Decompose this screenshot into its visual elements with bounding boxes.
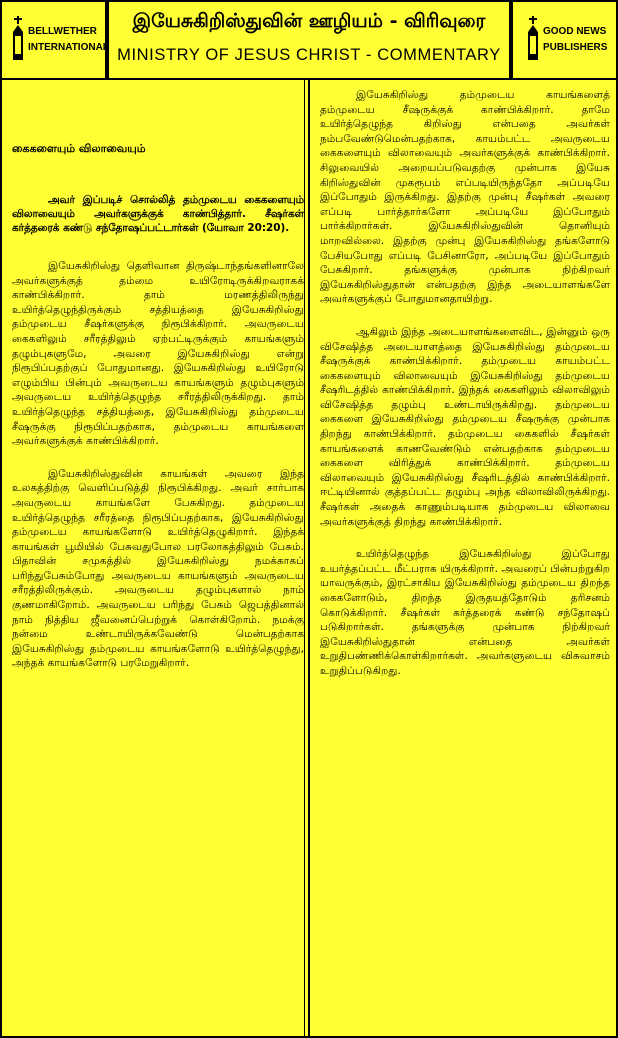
good-news-logo-line2: PUBLISHERS — [543, 42, 608, 53]
header-right-logo-box — [513, 2, 616, 78]
title-english: MINISTRY OF JESUS CHRIST - COMMENTARY — [117, 46, 501, 64]
paragraph: இயேசுகிறிஸ்து தெளிவான திருஷ்டாந்தங்களினாலே அவர்களுக்குத் தம்மை உயிரோடிருக்கிறவராகக் காண்பிக்கிறார். தாம் மரணத்திலிருந்து உயிர்த்தெழுந்திருக்கும் சத்தியத்தை இயேசுகிறிஸ்து தம்முடைய சீஷர்களுக்கு நிரூபிக்கிறார். அவருடைய கைகளிலும் சரீரத்திலும் ஏற்பட்டிருக்கும் காயங்களும் தழும்புகளுமே, அவரை இயேசுகிறிஸ்து என்று நிரூபிப்பதற்குப் போதுமானது. இயேசுகிறிஸ்து உயிரோடு எழும்பிய பின்பும் அவருடைய காயங்களும் தழும்புகளும் அவருடைய உயிர்த்தெழுந்த சரீரத்திலிருக்கிறது. தாம் உயிர்த்தெழுந்த சத்தியத்தை, இயேசுகிறிஸ்து தம்முடைய சீஷருக்கு நிரூபிப்பதற்காக, தம்முடைய காயங்களை அவர்களுக்குக் காண்பிக்கிறார். — [12, 260, 304, 448]
right-column — [310, 80, 616, 1036]
good-news-logo-line1: GOOD NEWS — [543, 26, 607, 37]
bellwether-logo-icon — [10, 16, 26, 62]
bellwether-logo-line2: INTERNATIONAL — [28, 42, 109, 53]
paragraph: இயேசுகிறிஸ்துவின் காயங்கள் அவரை இந்த உலகத்திற்கு வெளிப்படுத்தி நிரூபிக்கிறது. அவர் சார்பாக அவருடைய காயங்களே பேசுகிறது. தம்முடைய உயிர்த்தெழுந்த சரீரத்தை நிரூபிப்பதற்காக, இயேசுகிறிஸ்து தம்முடைய காயங்களோடு உயிர்த்தெழுகிறார். இந்தக் காயங்கள் பூமியில் பேசுவதுபோல பரலோகத்திலும் பேசும். பிதாவின் சமுகத்தில் இயேசுகிறிஸ்து நமக்காகப் பரிந்துபேசும்போது அவருடைய காயங்களும் அவருடைய சரீரத்திலிருக்கும். அவருடைய தழும்புகளால் நாம் குணமாகிறோம். அவருடைய பரிந்து பேசும் ஜெபத்தினால் நாம் நித்திய ஜீவனைப்பெற்றுக் கொள்கிறோம். நமக்கு நன்மை உண்டாயிருக்கவேண்டு மென்பதற்காக இயேசுகிறிஸ்து தம்முடைய காயங்களோடு உயிர்த்தெழுந்து, அந்தக் காயங்களோடு பரமேறுகிறார். — [12, 467, 304, 670]
left-column — [2, 80, 308, 1036]
good-news-logo-icon — [525, 16, 541, 62]
header-title-box — [109, 2, 511, 78]
article-heading: கைகளையும் விலாவையும் — [12, 142, 146, 155]
column-rule-left — [304, 80, 305, 1036]
paragraph: ஆகிலும் இந்த அடையாளங்களைவிட, இன்னும் ஒரு விசேஷித்த அடையாளத்தை இயேசுகிறிஸ்து தம்முடைய சீஷருக்குக் காண்பிக்கிறார். தம்முடைய காயம்பட்ட கைகளையும் விலாவையும் இயேசுகிறிஸ்து தம்முடைய சீஷரிடத்தில் காண்பிக்கிறார். இந்தக் கைகளிலும் விலாவிலும் விசேஷித்த தழும்பு உண்டாயிருக்கிறது. தம்முடைய கைகளை இயேசுகிறிஸ்து தம்முடைய சீஷருக்கு முன்பாக திறந்து காண்பிக்கிறார். தம்முடைய கைகளில் சீஷர்கள் காயங்களைக் காணவேண்டும் என்பதற்காக தம்முடைய கைகளை விரித்துக் காண்பிக்கிறார். தம்முடைய விலாவையும் இயேசுகிறிஸ்து சீஷரிடத்தில் காண்பிக்கிறார். ஈட்டியினால் குத்தப்பட்ட தழும்பு அந்த விலாவிலிருக்கிறது. சீஷர்கள் அதைக் காணும்படியாக தம்முடைய விலாவை அவர்களுக்குத் திறந்து காண்பிக்கிறார். — [320, 325, 610, 528]
scripture-verse: அவர் இப்படிச் சொல்லித் தம்முடைய கைகளையும் விலாவையும் அவர்களுக்குக் காண்பித்தார். சீஷர்கள் கர்த்தரைக் கண்டு சந்தோஷப்பட்டார்கள் (யோவா 20:20). — [12, 194, 304, 234]
bellwether-logo-line1: BELLWETHER — [28, 26, 97, 37]
title-tamil: இயேசுகிறிஸ்துவின் ஊழியம் - விரிவுரை — [132, 10, 486, 32]
paragraph: உயிர்த்தெழுந்த இயேசுகிறிஸ்து இப்போது உயர்த்தப்பட்ட மீட்பராக யிருக்கிறார். அவரைப் பின்பற்றுகிற யாவருக்கும், இரட்சாகிய இயேசுகிறிஸ்து தம்முடைய திறந்த கைகளோடும், திறந்த இருதயத்தோடும் தரிசனம் கொடுக்கிறார். சீஷர்கள் கர்த்தரைக் கண்டு சந்தோஷப் படுகிறார்கள். தங்களுக்கு முன்பாக நிற்கிறவர் இயேசுகிறிஸ்துதான் என்பதை அவர்கள் உறுதிபண்ணிக்கொள்கிறார்கள். அவர்களுடைய விசுவாசம் உறுதிப்படுகிறது. — [320, 548, 610, 677]
header-left-logo-box — [2, 2, 107, 78]
paragraph: இயேசுகிறிஸ்து தம்முடைய காயங்களைத் தம்முடைய சீஷருக்குக் காண்பிக்கிறார். தாமே உயிர்த்தெழுந்த கிறிஸ்து என்பதை அவர்கள் நம்பவேண்டுமென்பதற்காக, காயம்பட்ட அவருடைய கைகளையும் விலாவையும் அவர்களுக்குக் காண்பிக்கிறார். சிலுவையில் அறையப்படுவதற்கு முன்பாக இயேசு கிறிஸ்துவின் முகரூபம் எப்படியிருந்ததோ அப்படியே இப்போதும் இருக்கிறது. இதற்கு முன்பு சீஷர்கள் அவரை எப்படி பார்த்தார்களோ அப்படியே இப்போதும் பார்க்கிறார்கள். இயேசுகிறிஸ்துவின் தொனியும் மாறவில்லை. இதற்கு முன்பு இயேசுகிறிஸ்து தங்களோடு பேசியபோது எப்படி பேசினாரோ, அப்படியே இப்போதும் பேசுகிறார். தங்களுக்கு முன்பாக நிற்கிறவர் இயேசுகிறிஸ்துதான் என்பதற்கு இந்த அடையாளங்களே அவர்களுக்குப் போதுமானதாயிற்று. — [320, 89, 610, 306]
